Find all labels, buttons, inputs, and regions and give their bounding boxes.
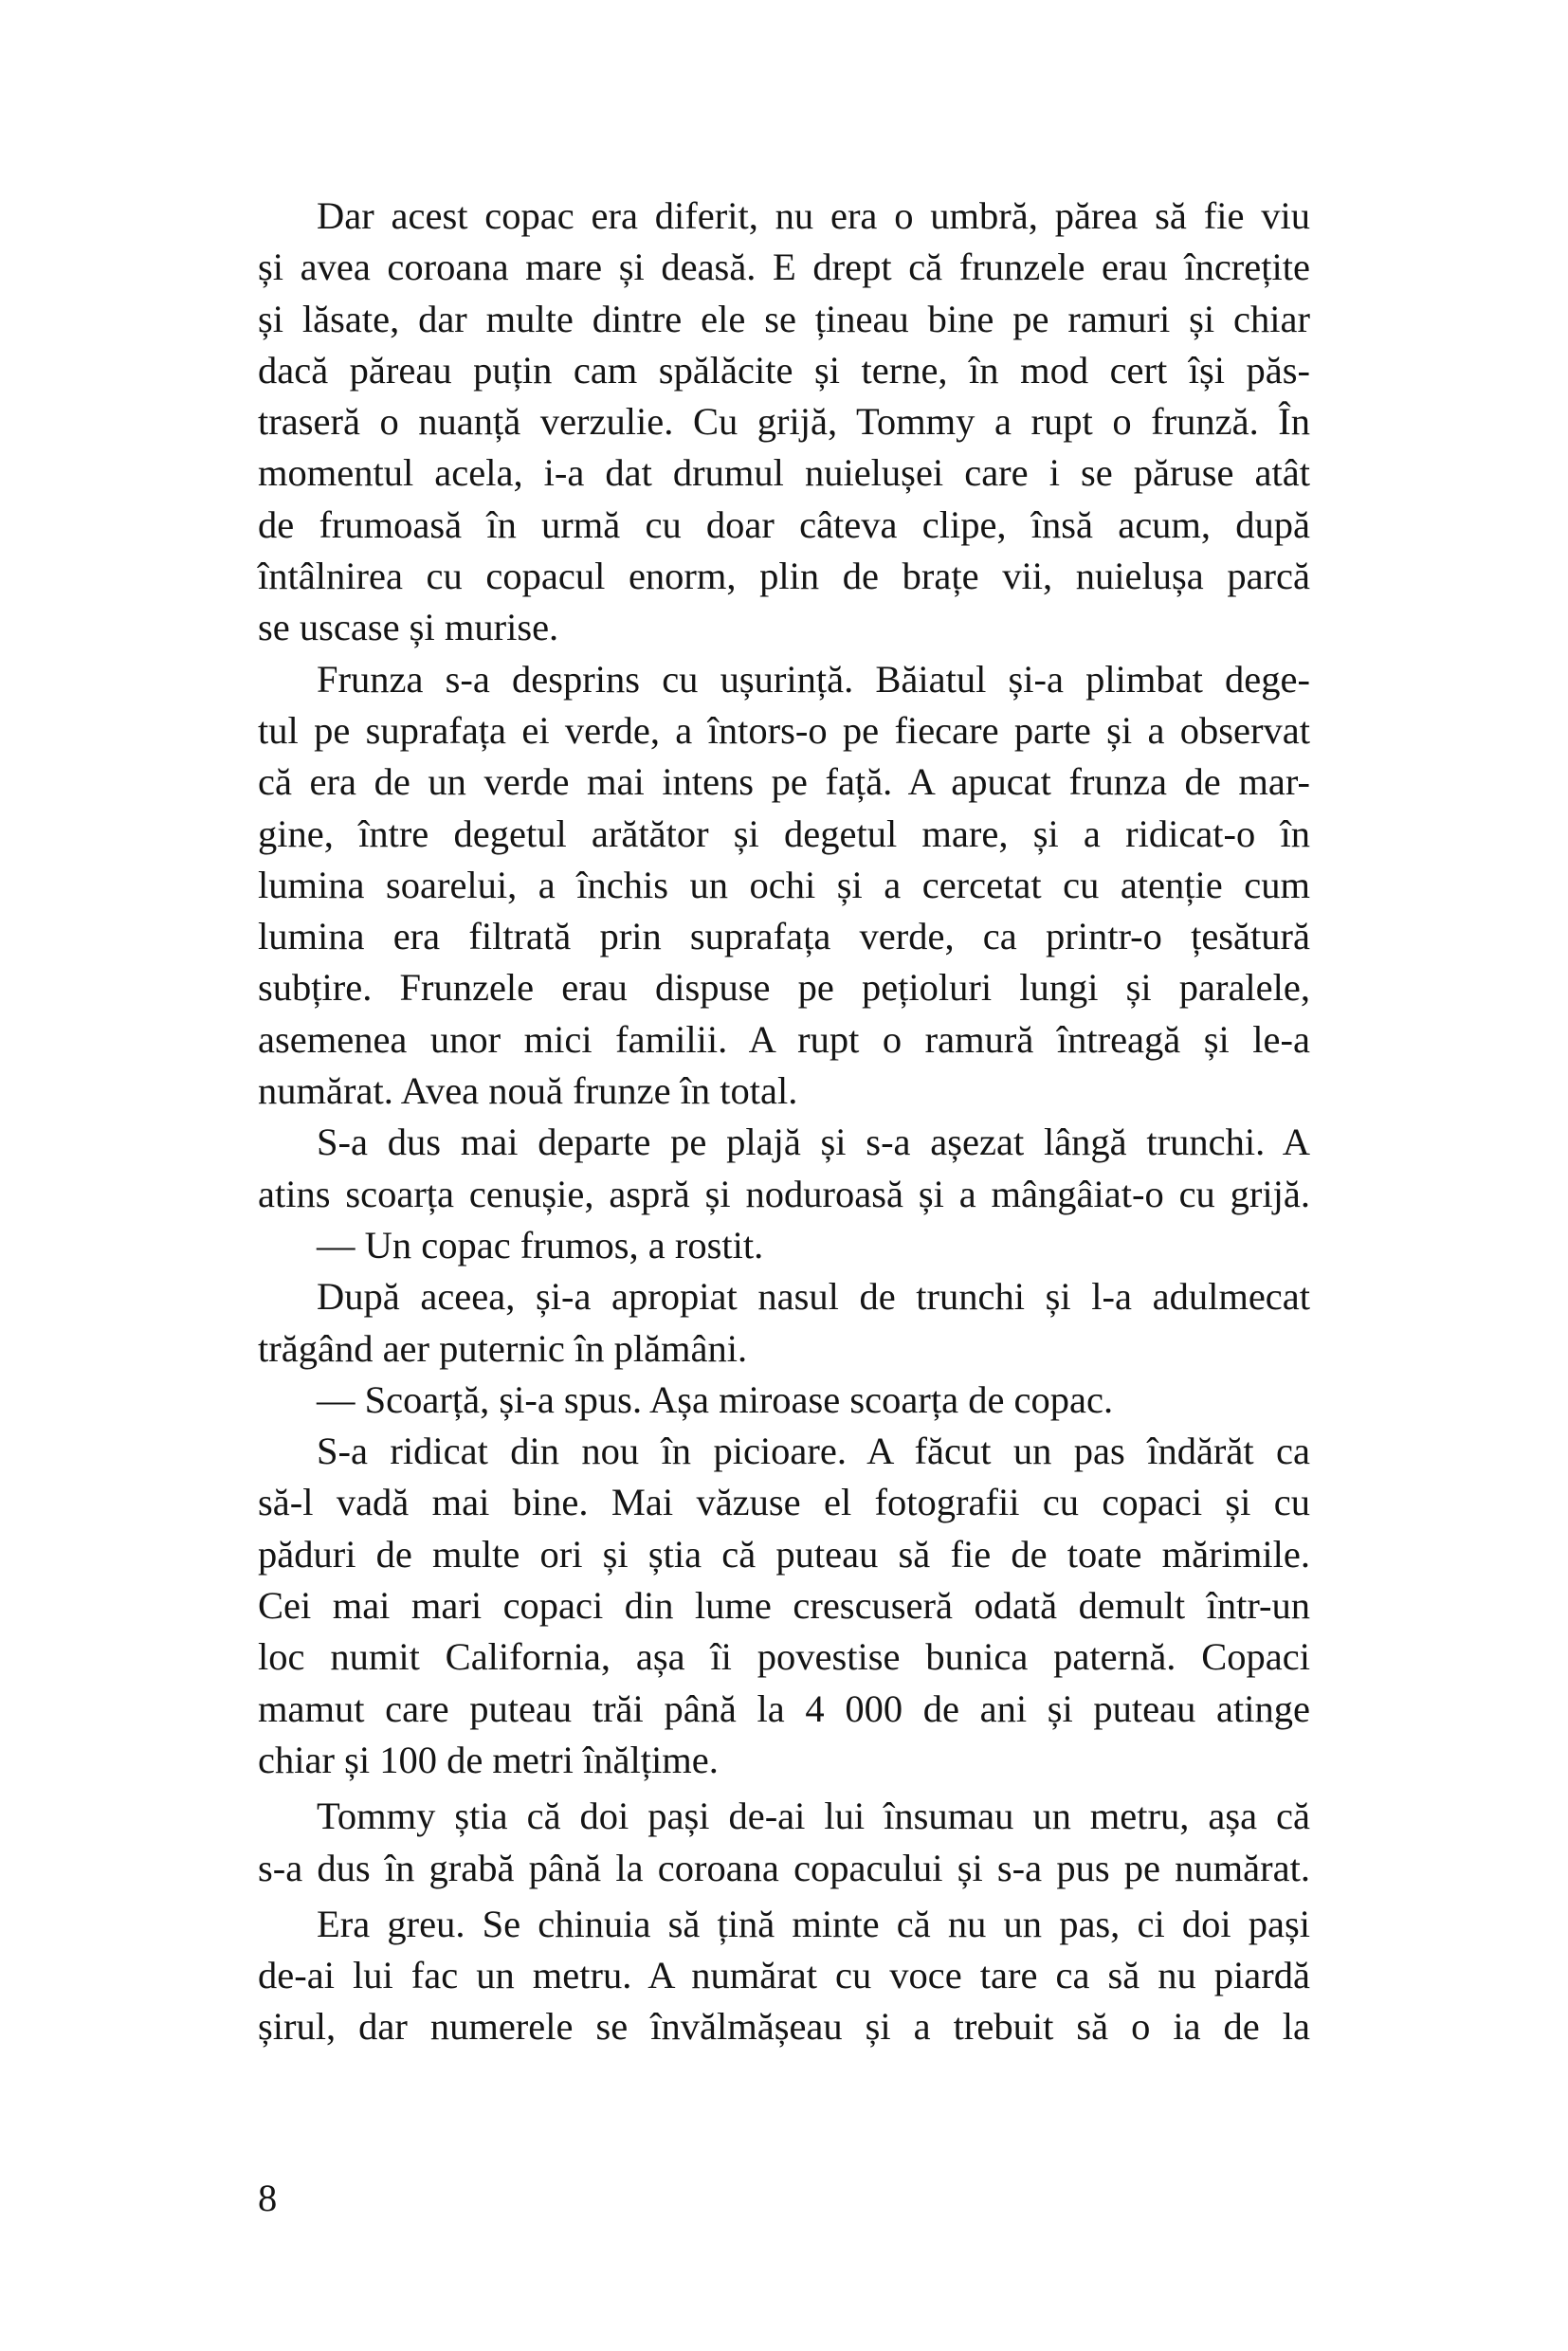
text-line: Tommy știa că doi pași de-ai lui însumau un metru, așa că [317,1795,1310,1838]
text-line: lumina soarelui, a închis un ochi și a cercetat cu atenție cum [258,863,1310,906]
text-line: Frunza s-a desprins cu ușurință. Băiatul și-a plimbat dege- [317,657,1310,701]
text-line: După aceea, și-a apropiat nasul de trunchi și l-a adulmecat [317,1275,1310,1319]
text-line: subțire. Frunzele erau dispuse pe pețioluri lungi și paralele, [258,966,1310,1010]
text-line: gine, între degetul arătător și degetul mare, și a ridicat-o în [258,811,1310,855]
text-line: tul pe suprafața ei verde, a întors-o pe fiecare parte și a observat [258,708,1310,752]
text-line: întâlnirea cu copacul enorm, plin de brațe vii, nuielușa parcă [258,555,1310,598]
page-number: 8 [258,2177,278,2219]
text-line: dacă păreau puțin cam spălăcite și terne, în mod cert își păs- [258,348,1310,392]
text-line: loc numit California, așa îi povestise bunica paternă. Copaci [258,1635,1310,1679]
text-line: — Scoarță, și-a spus. Așa miroase scoarța de copac. [317,1377,1114,1421]
text-line: S-a ridicat din nou în picioare. A făcut un pas îndărăt ca [317,1430,1310,1473]
text-line: se uscase și murise. [258,606,559,649]
text-line: asemenea unor mici familii. A rupt o ramură întreagă și le-a [258,1017,1310,1061]
text-line: șirul, dar numerele se învălmășeau și a trebuit să o ia de la [258,2005,1310,2049]
text-line: Dar acest copac era diferit, nu era o umbră, părea să fie viu [317,194,1310,237]
text-line: numărat. Avea nouă frunze în total. [258,1069,798,1113]
text-line: Era greu. Se chinuia să țină minte că nu un pas, ci doi pași [317,1902,1310,1945]
text-line: și lăsate, dar multe dintre ele se țineau bine pe ramuri și chiar [258,297,1310,340]
text-line: s-a dus în grabă până la coroana copacului și s-a pus pe numărat. [258,1846,1310,1889]
text-line: — Un copac frumos, a rostit. [317,1223,764,1267]
text-line: trăgând aer puternic în plămâni. [258,1326,748,1370]
text-line: Cei mai mari copaci din lume crescuseră odată demult într-un [258,1584,1310,1628]
text-line: lumina era filtrată prin suprafața verde, ca printr-o țesătură [258,915,1310,958]
text-line: S-a dus mai departe pe plajă și s-a așezat lângă trunchi. A [317,1121,1310,1164]
text-line: traseră o nuanță verzulie. Cu grijă, Tommy a rupt o frunză. În [258,400,1310,444]
body-text [258,191,1310,2053]
text-line: să-l vadă mai bine. Mai văzuse el fotografii cu copaci și cu [258,1481,1310,1524]
text-line: de-ai lui fac un metru. A numărat cu voce tare ca să nu piardă [258,1954,1310,1997]
text-line: că era de un verde mai intens pe față. A apucat frunza de mar- [258,760,1310,804]
text-line: atins scoarța cenușie, aspră și noduroasă și a mângâiat-o cu grijă. [258,1172,1310,1215]
text-line: momentul acela, i-a dat drumul nuielușei care i se păruse atât [258,451,1310,495]
text-line: chiar și 100 de metri înălțime. [258,1738,719,1781]
text-line: de frumoasă în urmă cu doar câteva clipe, însă acum, după [258,502,1310,546]
text-line: și avea coroana mare și deasă. E drept că frunzele erau încrețite [258,246,1310,289]
text-line: păduri de multe ori și știa că puteau să fie de toate mărimile. [258,1532,1310,1576]
text-line: mamut care puteau trăi până la 4 000 de ani și puteau atinge [258,1686,1310,1730]
